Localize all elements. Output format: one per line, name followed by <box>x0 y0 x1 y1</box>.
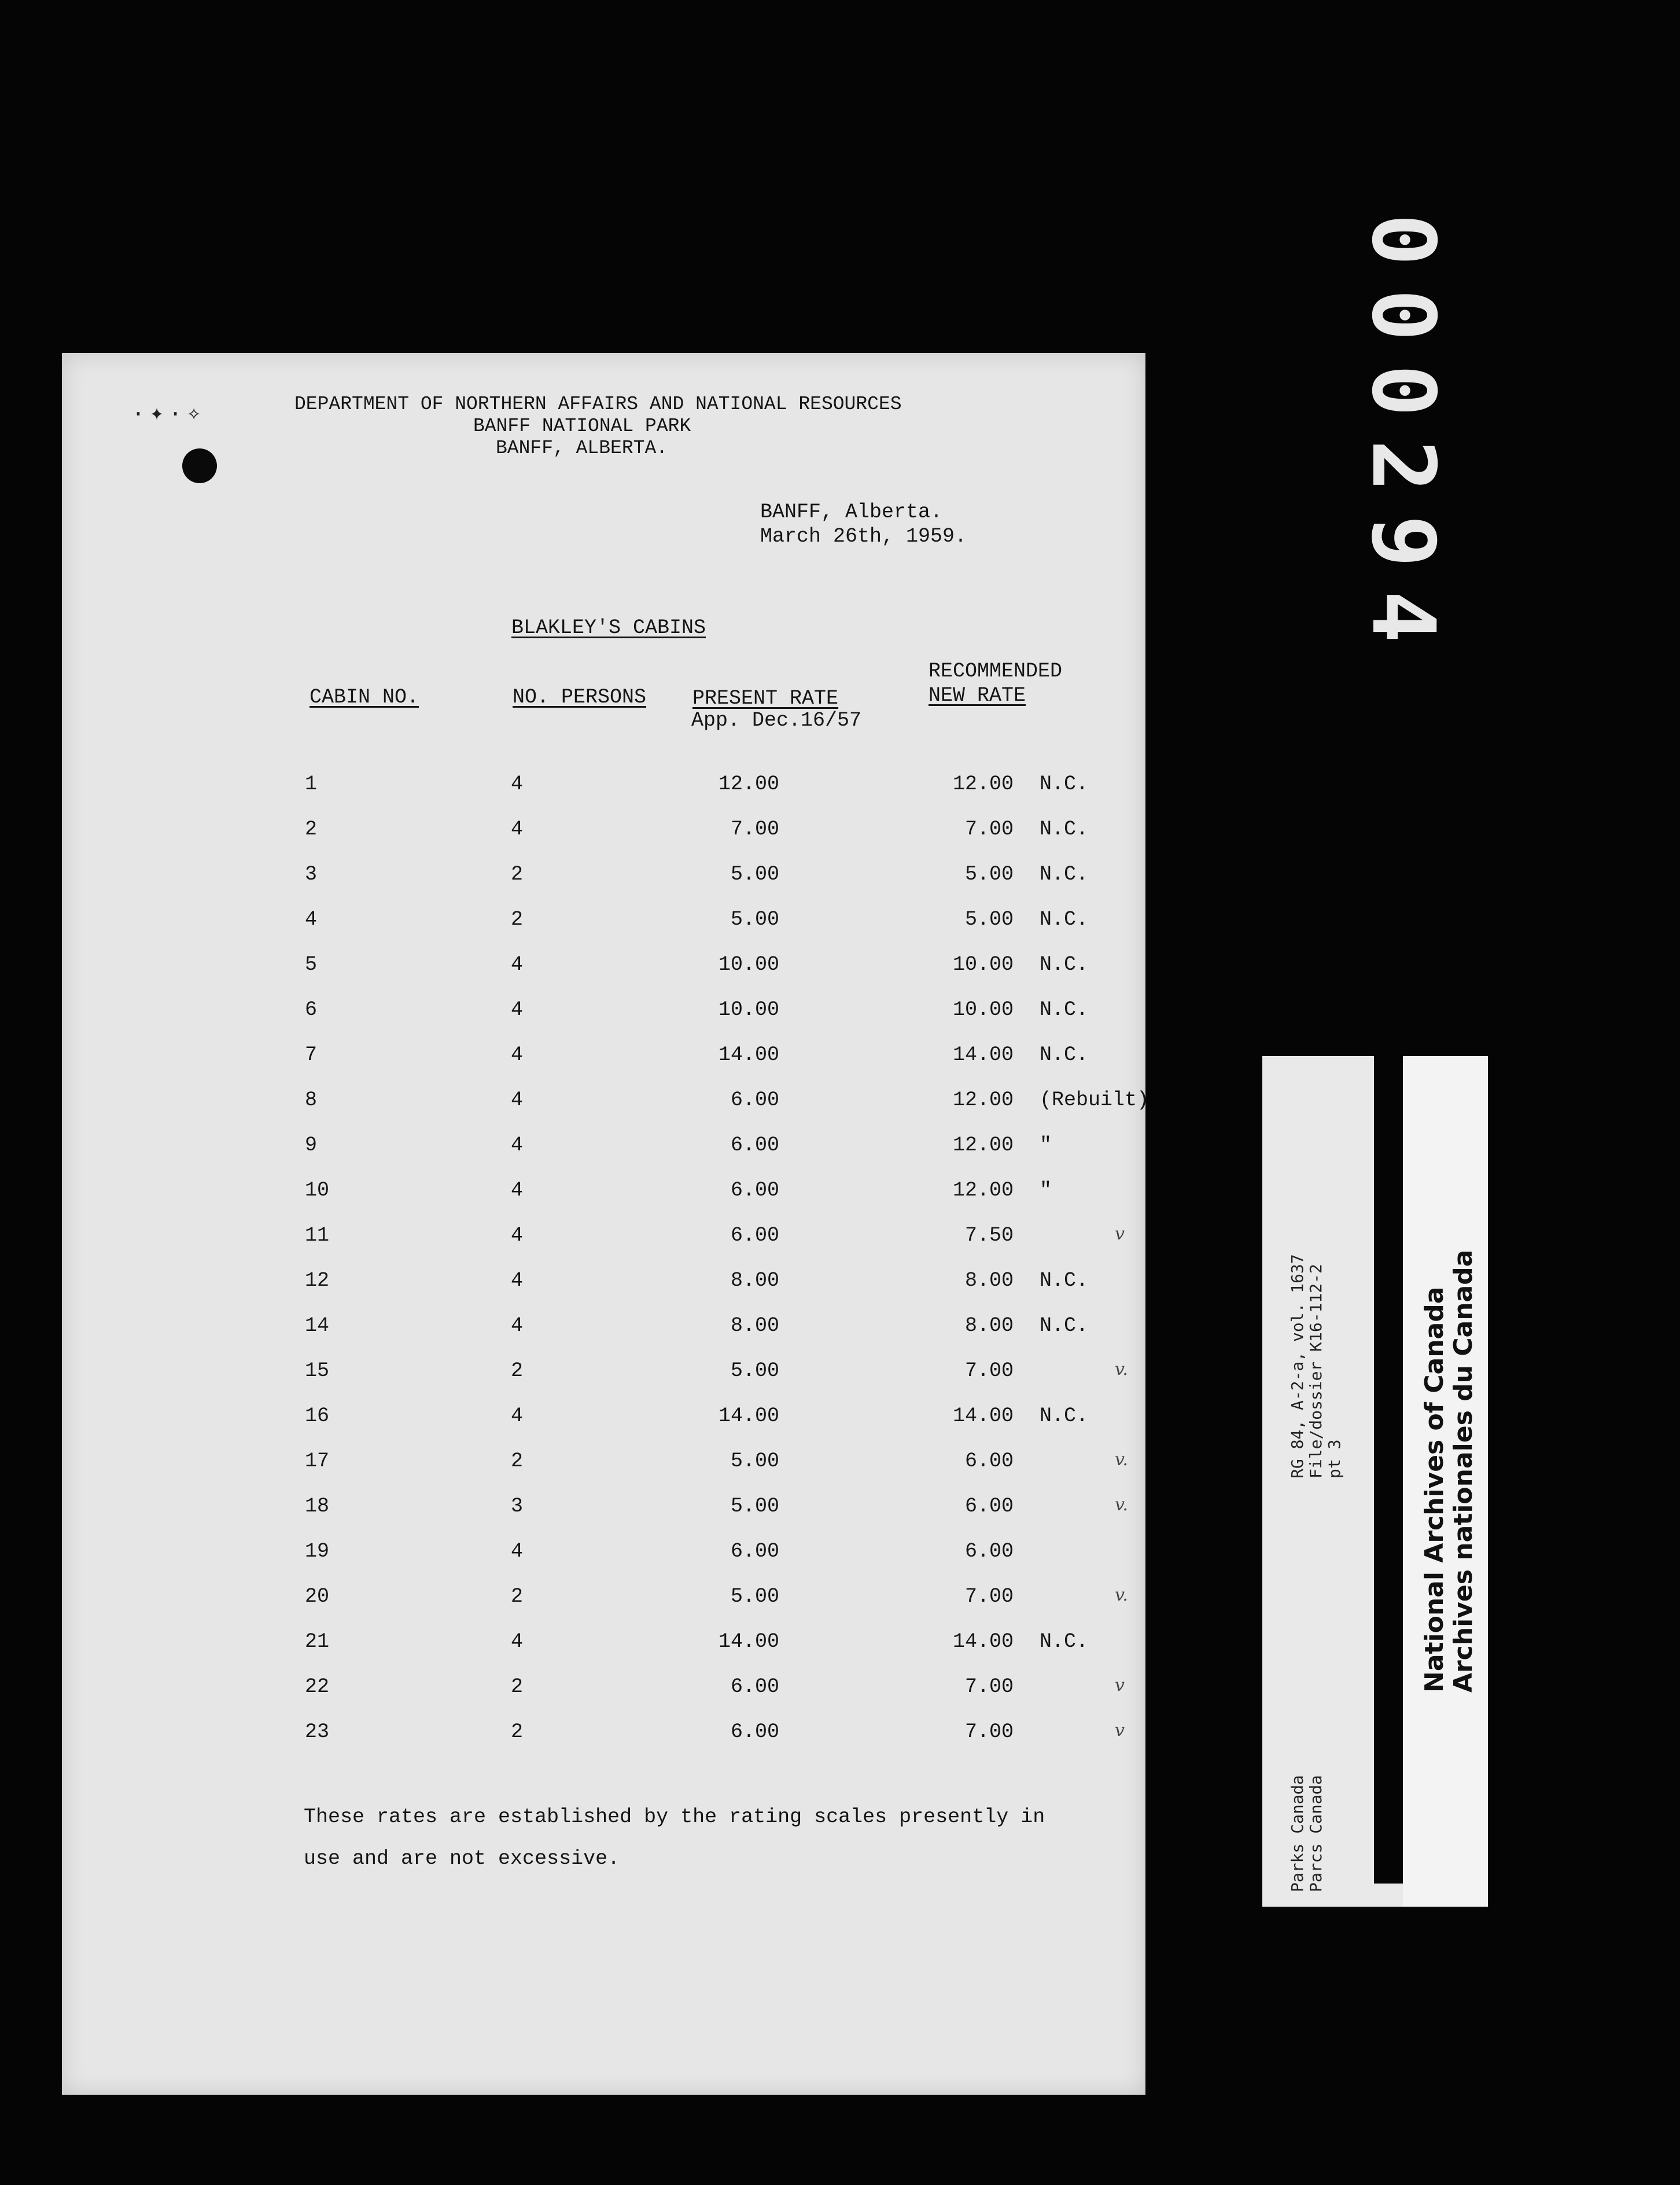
present-rate: 5.00 <box>730 1585 779 1608</box>
table-row <box>62 773 1145 807</box>
check-mark: v. <box>1115 1450 1128 1470</box>
persons-count: 2 <box>511 863 524 886</box>
table-row <box>62 1540 1145 1575</box>
table-row <box>62 863 1145 897</box>
persons-count: 4 <box>511 1314 524 1337</box>
recommended-rate: 10.00 <box>952 953 1014 976</box>
persons-count: 2 <box>511 1450 524 1473</box>
present-rate: 6.00 <box>730 1179 779 1202</box>
persons-count: 4 <box>511 1404 524 1428</box>
cabin-number: 10 <box>305 1179 330 1202</box>
table-row <box>62 1043 1145 1078</box>
present-rate: 6.00 <box>730 1088 779 1112</box>
rate-note: " <box>1040 1134 1052 1157</box>
recommended-rate: 7.00 <box>964 1675 1014 1698</box>
check-mark: v. <box>1115 1585 1128 1605</box>
cabin-number: 1 <box>305 773 318 796</box>
table-row <box>62 953 1145 988</box>
ink-smudge: ·✦·✧ <box>131 402 206 428</box>
rate-note: " <box>1040 1179 1052 1202</box>
present-rate: 5.00 <box>730 1495 779 1518</box>
present-rate: 10.00 <box>718 953 779 976</box>
cabin-number: 4 <box>305 908 318 931</box>
table-row <box>62 1450 1145 1484</box>
archive-reference-volume: RG 84, A-2-a, vol. 1637 <box>1288 1254 1307 1478</box>
persons-count: 2 <box>511 1359 524 1382</box>
check-mark: v <box>1115 1720 1125 1741</box>
table-row <box>62 1314 1145 1349</box>
present-rate: 5.00 <box>730 1450 779 1473</box>
persons-count: 4 <box>511 1088 524 1112</box>
present-rate: 6.00 <box>730 1134 779 1157</box>
recommended-rate: 12.00 <box>952 1179 1014 1202</box>
recommended-rate: 14.00 <box>952 1404 1014 1428</box>
document-page <box>62 353 1150 2095</box>
check-mark: v. <box>1115 1495 1128 1515</box>
rate-note: (Rebuilt) <box>1040 1088 1150 1112</box>
cabin-number: 22 <box>305 1675 330 1698</box>
table-row <box>62 1224 1145 1259</box>
label-archives-panel <box>1403 1056 1488 1907</box>
persons-count: 4 <box>511 953 524 976</box>
table-row <box>62 1134 1145 1168</box>
cabin-number: 15 <box>305 1359 330 1382</box>
frame-number-text: 000294 <box>1353 214 1454 666</box>
table-row <box>62 1675 1145 1710</box>
persons-count: 2 <box>511 1675 524 1698</box>
recommended-rate: 6.00 <box>964 1450 1014 1473</box>
persons-count: 4 <box>511 998 524 1021</box>
table-row <box>62 1720 1145 1755</box>
cabin-number: 11 <box>305 1224 330 1247</box>
cabin-number: 2 <box>305 818 318 841</box>
archive-parks-fr: Parcs Canada <box>1306 1775 1325 1892</box>
present-rate: 6.00 <box>730 1675 779 1698</box>
cabin-number: 16 <box>305 1404 330 1428</box>
present-rate: 5.00 <box>730 908 779 931</box>
footnote-line2: use and are not excessive. <box>304 1847 620 1870</box>
recommended-rate: 7.00 <box>964 818 1014 841</box>
table-row <box>62 908 1145 943</box>
recommended-rate: 14.00 <box>952 1630 1014 1653</box>
persons-count: 4 <box>511 1269 524 1292</box>
present-rate: 14.00 <box>718 1043 779 1066</box>
rate-note: N.C. <box>1040 773 1089 796</box>
cabin-number: 12 <box>305 1269 330 1292</box>
table-row <box>62 1404 1145 1439</box>
persons-count: 4 <box>511 1134 524 1157</box>
check-mark: v <box>1115 1675 1125 1695</box>
cabin-number: 20 <box>305 1585 330 1608</box>
table-row <box>62 1088 1150 1123</box>
rate-note: N.C. <box>1040 1269 1089 1292</box>
table-row <box>62 1269 1145 1304</box>
persons-count: 4 <box>511 818 524 841</box>
table-row <box>62 1630 1145 1665</box>
letterhead-location: BANFF, ALBERTA. <box>496 437 668 459</box>
cabin-number: 9 <box>305 1134 318 1157</box>
recommended-rate: 7.00 <box>964 1720 1014 1743</box>
persons-count: 4 <box>511 773 524 796</box>
recommended-rate: 12.00 <box>952 773 1014 796</box>
recommended-rate: 6.00 <box>964 1540 1014 1563</box>
present-rate: 6.00 <box>730 1540 779 1563</box>
present-rate: 7.00 <box>730 818 779 841</box>
col-header-persons: NO. PERSONS <box>513 686 647 709</box>
document-title: BLAKLEY'S CABINS <box>511 616 706 639</box>
rate-note: N.C. <box>1040 1043 1089 1066</box>
present-rate: 12.00 <box>718 773 779 796</box>
cabin-number: 6 <box>305 998 318 1021</box>
col-header-recommended: RECOMMENDED <box>929 660 1063 683</box>
persons-count: 4 <box>511 1630 524 1653</box>
rate-note: N.C. <box>1040 818 1089 841</box>
present-rate: 8.00 <box>730 1269 779 1292</box>
recommended-rate: 7.00 <box>964 1359 1014 1382</box>
table-row <box>62 998 1145 1033</box>
letterhead-park: BANFF NATIONAL PARK <box>473 415 691 437</box>
recommended-rate: 7.50 <box>964 1224 1014 1247</box>
check-mark: v <box>1115 1224 1125 1244</box>
rate-note: N.C. <box>1040 953 1089 976</box>
persons-count: 4 <box>511 1540 524 1563</box>
present-rate: 14.00 <box>718 1404 779 1428</box>
rate-note: N.C. <box>1040 863 1089 886</box>
table-row <box>62 818 1145 852</box>
archive-name-fr: Archives nationales du Canada <box>1449 1249 1478 1693</box>
persons-count: 2 <box>511 908 524 931</box>
punch-hole <box>182 448 217 483</box>
col-header-present-approved: App. Dec.16/57 <box>691 709 862 732</box>
recommended-rate: 14.00 <box>952 1043 1014 1066</box>
present-rate: 14.00 <box>718 1630 779 1653</box>
recommended-rate: 12.00 <box>952 1134 1014 1157</box>
persons-count: 4 <box>511 1179 524 1202</box>
rate-note: N.C. <box>1040 1404 1089 1428</box>
col-header-present-rate: PRESENT RATE <box>692 687 839 710</box>
recommended-rate: 7.00 <box>964 1585 1014 1608</box>
cabin-number: 21 <box>305 1630 330 1653</box>
present-rate: 5.00 <box>730 863 779 886</box>
present-rate: 5.00 <box>730 1359 779 1382</box>
col-header-new-rate: NEW RATE <box>929 684 1026 707</box>
table-row <box>62 1495 1145 1529</box>
archive-label <box>1262 1056 1488 1907</box>
recommended-rate: 8.00 <box>964 1314 1014 1337</box>
cabin-number: 17 <box>305 1450 330 1473</box>
cabin-number: 23 <box>305 1720 330 1743</box>
table-row <box>62 1359 1145 1394</box>
cabin-number: 5 <box>305 953 318 976</box>
recommended-rate: 5.00 <box>964 863 1014 886</box>
table-row <box>62 1179 1145 1213</box>
microfilm-frame-number <box>1353 214 1454 666</box>
present-rate: 6.00 <box>730 1720 779 1743</box>
cabin-number: 8 <box>305 1088 318 1112</box>
persons-count: 2 <box>511 1585 524 1608</box>
rate-note: N.C. <box>1040 908 1089 931</box>
archive-parks-en: Parks Canada <box>1288 1775 1307 1892</box>
present-rate: 6.00 <box>730 1224 779 1247</box>
cabin-number: 19 <box>305 1540 330 1563</box>
present-rate: 8.00 <box>730 1314 779 1337</box>
table-row <box>62 1585 1145 1620</box>
recommended-rate: 6.00 <box>964 1495 1014 1518</box>
footnote-line1: These rates are established by the rating scales presently in <box>304 1805 1045 1829</box>
letterhead-department: DEPARTMENT OF NORTHERN AFFAIRS AND NATIONAL RESOURCES <box>294 393 902 415</box>
recommended-rate: 5.00 <box>964 908 1014 931</box>
recommended-rate: 8.00 <box>964 1269 1014 1292</box>
recommended-rate: 10.00 <box>952 998 1014 1021</box>
cabin-number: 14 <box>305 1314 330 1337</box>
dateline-date: March 26th, 1959. <box>760 525 967 548</box>
col-header-cabin: CABIN NO. <box>310 686 419 709</box>
dateline-place: BANFF, Alberta. <box>760 501 943 524</box>
persons-count: 2 <box>511 1720 524 1743</box>
present-rate: 10.00 <box>718 998 779 1021</box>
check-mark: v. <box>1115 1359 1128 1380</box>
archive-name-en: National Archives of Canada <box>1420 1286 1449 1693</box>
cabin-number: 3 <box>305 863 318 886</box>
recommended-rate: 12.00 <box>952 1088 1014 1112</box>
rate-note: N.C. <box>1040 1630 1089 1653</box>
rate-note: N.C. <box>1040 1314 1089 1337</box>
rate-note: N.C. <box>1040 998 1089 1021</box>
persons-count: 4 <box>511 1224 524 1247</box>
label-divider <box>1374 1056 1403 1884</box>
cabin-number: 18 <box>305 1495 330 1518</box>
cabin-number: 7 <box>305 1043 318 1066</box>
archive-reference-file: File/dossier K16-112-2 <box>1306 1264 1325 1478</box>
archive-reference-part: pt 3 <box>1325 1439 1344 1478</box>
persons-count: 4 <box>511 1043 524 1066</box>
persons-count: 3 <box>511 1495 524 1518</box>
